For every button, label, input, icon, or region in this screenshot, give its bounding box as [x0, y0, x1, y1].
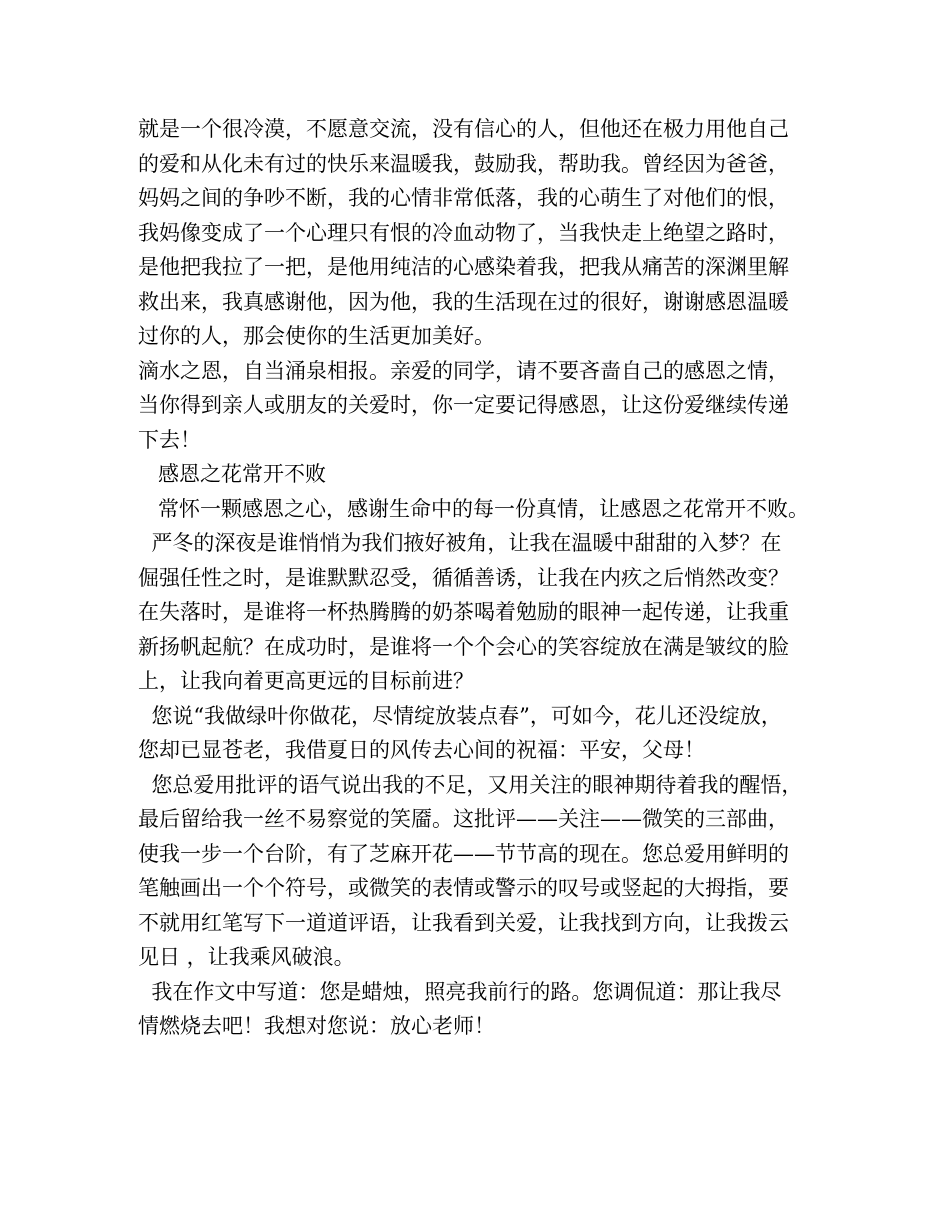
- text-line: 我妈像变成了一个心理只有恨的冷血动物了，当我快走上绝望之路时，: [138, 220, 789, 245]
- section-heading: 感恩之花常开不败: [138, 462, 327, 486]
- body-text: [138, 112, 838, 1044]
- text-line: 新扬帆起航？在成功时，是谁将一个个会心的笑容绽放在满是皱纹的脸: [138, 634, 789, 659]
- text-line: 妈妈之间的争吵不断，我的心情非常低落，我的心萌生了对他们的恨，: [138, 186, 789, 210]
- text-line: 您说“我做绿叶你做花，尽情绽放装点春”，可如今，花儿还没绽放，: [138, 703, 782, 728]
- text-line: 严冬的深夜是谁悄悄为我们掖好被角，让我在温暖中甜甜的入梦？在: [138, 531, 782, 555]
- text-line: 不就用红笔写下一道道评语，让我看到关爱，让我找到方向，让我拨云: [138, 910, 789, 935]
- text-line: 您却已显苍老，我借夏日的风传去心间的祝福：平安，父母！: [138, 738, 705, 762]
- text-line: 上，让我向着更高更远的目标前进？: [138, 669, 474, 693]
- text-line: 我在作文中写道：您是蜡烛，照亮我前行的路。您调侃道：那让我尽: [138, 979, 782, 1004]
- text-line: 滴水之恩，自当涌泉相报。亲爱的同学，请不要吝啬自己的感恩之情，: [138, 358, 789, 383]
- text-line: 救出来，我真感谢他，因为他，我的生活现在过的很好，谢谢感恩温暖: [138, 289, 789, 314]
- text-line: 使我一步一个台阶，有了芝麻开花——节节高的现在。您总爱用鲜明的: [138, 841, 789, 866]
- text-line: 下去！: [138, 427, 201, 452]
- text-line: 您总爱用批评的语气说出我的不足，又用关注的眼神期待着我的醒悟，: [138, 772, 803, 797]
- text-line: 常怀一颗感恩之心，感谢生命中的每一份真情，让感恩之花常开不败。: [138, 496, 810, 521]
- text-line: 当你得到亲人或朋友的关爱时，你一定要记得感恩，让这份爱继续传递: [138, 393, 789, 417]
- text-line: 是他把我拉了一把，是他用纯洁的心感染着我，把我从痛苦的深渊里解: [138, 255, 789, 279]
- text-line: 在失落时，是谁将一杯热腾腾的奶茶喝着勉励的眼神一起传递，让我重: [138, 600, 789, 624]
- text-line: 倔强任性之时，是谁默默忍受，循循善诱，让我在内疚之后悄然改变？: [138, 565, 789, 590]
- text-line: 就是一个很冷漠，不愿意交流，没有信心的人，但他还在极力用他自己: [138, 117, 789, 141]
- text-line: 的爱和从化未有过的快乐来温暖我，鼓励我，帮助我。曾经因为爸爸，: [138, 151, 789, 176]
- text-line: 见日 ，让我乘风破浪。: [138, 945, 355, 969]
- text-line: 情燃烧去吧！我想对您说：放心老师！: [138, 1014, 495, 1038]
- text-line: 笔触画出一个个符号，或微笑的表情或警示的叹号或竖起的大拇指，要: [138, 876, 789, 900]
- text-line: 最后留给我一丝不易察觉的笑靥。这批评——关注——微笑的三部曲，: [138, 807, 789, 831]
- text-line: 过你的人，那会使你的生活更加美好。: [138, 324, 495, 348]
